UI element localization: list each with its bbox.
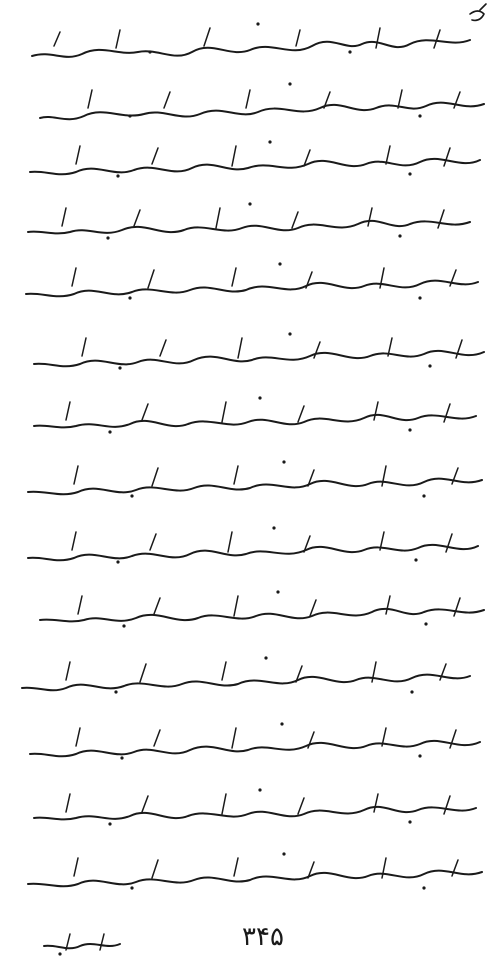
manuscript-line-7 bbox=[34, 396, 476, 433]
manuscript-line-3 bbox=[30, 140, 480, 177]
manuscript-line-9 bbox=[28, 526, 478, 563]
manuscript-line-5 bbox=[26, 262, 478, 299]
manuscript-line-6 bbox=[34, 332, 484, 369]
manuscript-line-1 bbox=[32, 22, 470, 56]
page-number: ۳۴۵ bbox=[242, 922, 284, 952]
manuscript-line-10 bbox=[40, 590, 484, 627]
manuscript-line-8 bbox=[28, 460, 482, 497]
catchword bbox=[44, 934, 120, 956]
manuscript-line-13 bbox=[34, 788, 476, 825]
manuscript-line-4 bbox=[28, 202, 470, 239]
manuscript-line-2 bbox=[40, 82, 484, 119]
corner-annotation bbox=[470, 4, 486, 20]
manuscript-line-11 bbox=[22, 656, 470, 693]
manuscript-line-14 bbox=[28, 852, 482, 889]
manuscript-line-12 bbox=[30, 722, 480, 759]
